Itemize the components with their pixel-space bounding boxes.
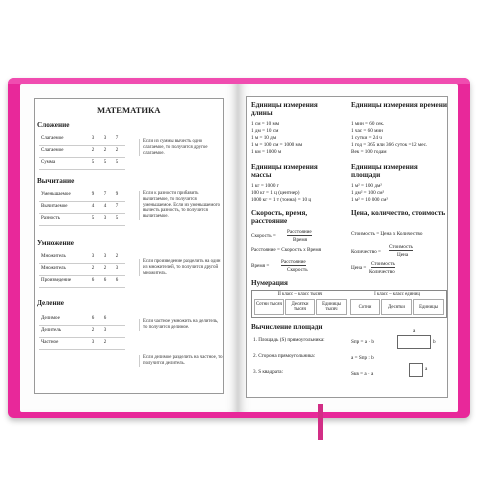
time-line: Век = 100 годам: [351, 149, 387, 155]
mass-line: 100 кг = 1 ц (центнер): [251, 190, 300, 196]
bookmark-ribbon: [318, 404, 323, 440]
area-unit-line: 1 дм² = 100 см²: [351, 190, 385, 196]
length-line: 1 см = 10 мм: [251, 121, 280, 127]
multiplication-note: Если произведение разделить на один из множителей, то получится другой множитель.: [139, 259, 223, 276]
numbering-cell: Единицы тысяч: [316, 299, 347, 315]
area-item: 1. Площадь (S) прямоугольника:: [253, 337, 325, 343]
length-heading: Единицы измерения длины: [251, 101, 318, 117]
fraction-denominator: Количество: [369, 269, 395, 275]
speed-heading: Скорость, время, расстояние: [251, 209, 308, 225]
numbering-cell: Сотни: [350, 299, 380, 315]
division-note-2: Если делимое разделить на частное, то получится делитель.: [139, 355, 223, 367]
table-row: Множитель 3 3 2: [39, 251, 125, 264]
fraction-denominator: Скорость: [287, 267, 308, 273]
area-formula: Sкв = a · a: [351, 371, 374, 377]
table-row: Сумма 5 5 5: [39, 157, 125, 170]
area-units-heading: Единицы измерения площади: [351, 163, 418, 179]
numbering-table: [251, 290, 447, 318]
mass-line: 1000 кг = 1 т (тонна) = 10 ц: [251, 197, 312, 203]
fraction-denominator: Цена: [397, 252, 409, 258]
quantity-formula: Количество =: [351, 249, 381, 255]
addition-note: Если из суммы вычесть одно слагаемое, то получится другое слагаемое.: [139, 139, 223, 156]
area-formula: a = Sпр : b: [351, 355, 374, 361]
subtraction-heading: Вычитание: [37, 177, 75, 185]
area-unit-line: 1 м² = 10 000 см²: [351, 197, 388, 203]
table-row: Слагаемое 3 3 7: [39, 133, 125, 146]
fraction-numerator: Стоимость: [389, 244, 413, 250]
distance-formula: Расстояние = Скорость x Время: [251, 247, 322, 253]
multiplication-heading: Умножение: [37, 239, 74, 247]
class-units: I класс – класс единиц: [374, 292, 420, 297]
numbering-cell: Десятки тысяч: [285, 299, 315, 315]
area-calc-heading: Вычисление площади: [251, 323, 323, 331]
units-panel: [246, 96, 448, 398]
table-row: Произведение 6 6 6: [39, 275, 125, 288]
table-row: Множитель 2 2 3: [39, 263, 125, 276]
price-formula: Цена =: [351, 265, 367, 271]
length-line: 1 м = 10 дм: [251, 135, 277, 141]
division-heading: Деление: [37, 299, 64, 307]
rectangle-shape: [397, 335, 431, 349]
cost-formula: Стоимость = Цена x Количество: [351, 231, 423, 237]
fraction-numerator: Расстояние: [287, 229, 312, 235]
math-panel: [34, 98, 224, 394]
right-page: [238, 84, 458, 412]
numbering-heading: Нумерация: [251, 279, 288, 287]
table-row: Уменьшаемое 9 7 9: [39, 189, 125, 202]
area-item: 2. Сторона прямоугольника:: [253, 353, 316, 359]
side-label: b: [433, 339, 436, 345]
time-heading: Единицы измерения времени: [351, 101, 448, 109]
time-line: 1 мин = 60 сек.: [351, 121, 385, 127]
table-row: Слагаемое 2 2 2: [39, 145, 125, 158]
fraction-denominator: Время: [293, 237, 308, 243]
area-formula: Sпр = a · b: [351, 339, 374, 345]
time-line: 1 сутки = 24 ч: [351, 135, 382, 141]
length-line: 1 м = 100 см = 1000 мм: [251, 142, 303, 148]
numbering-cell: Сотни тысяч: [254, 299, 284, 315]
side-label: a: [413, 328, 416, 334]
table-row: Делимое 6 6: [39, 313, 125, 326]
numbering-cell: Десятки: [381, 299, 412, 315]
mass-heading: Единицы измерения массы: [251, 163, 318, 179]
fraction-numerator: Расстояние: [281, 259, 306, 265]
table-row: Вычитаемое 4 4 7: [39, 201, 125, 214]
square-shape: [409, 363, 423, 377]
math-title: МАТЕМАТИКА: [97, 105, 161, 115]
length-line: 1 км = 1000 м: [251, 149, 282, 155]
time-formula: Время =: [251, 263, 270, 269]
area-item: 3. S квадрата:: [253, 369, 284, 375]
speed-formula: Скорость =: [251, 233, 276, 239]
table-row: Частное 3 2: [39, 337, 125, 350]
numbering-cell: Единицы: [413, 299, 444, 315]
table-row: Разность 5 3 5: [39, 213, 125, 226]
time-line: 1 час = 60 мин: [351, 128, 383, 134]
addition-heading: Сложение: [37, 121, 70, 129]
table-row: Делитель 2 3: [39, 325, 125, 338]
class-thousands: II класс – класс тысяч: [277, 292, 323, 297]
price-heading: Цена, количество, стоимость: [351, 209, 446, 217]
time-line: 1 год = 365 или 366 суток =12 мес.: [351, 142, 428, 148]
mass-line: 1 кг = 1000 г: [251, 183, 279, 189]
left-page: [20, 84, 238, 412]
area-unit-line: 1 м² = 100 дм²: [351, 183, 382, 189]
division-note-1: Если частное умножить на делитель, то получится делимое.: [139, 319, 223, 331]
side-label: a: [425, 366, 428, 372]
fraction-numerator: Стоимость: [371, 261, 395, 267]
length-line: 1 дм = 10 см: [251, 128, 279, 134]
subtraction-note: Если к разности прибавить вычитаемое, то получится уменьшаемое. Если из уменьшаемого вычесть разность, то получится вычитаемое.: [139, 191, 223, 220]
